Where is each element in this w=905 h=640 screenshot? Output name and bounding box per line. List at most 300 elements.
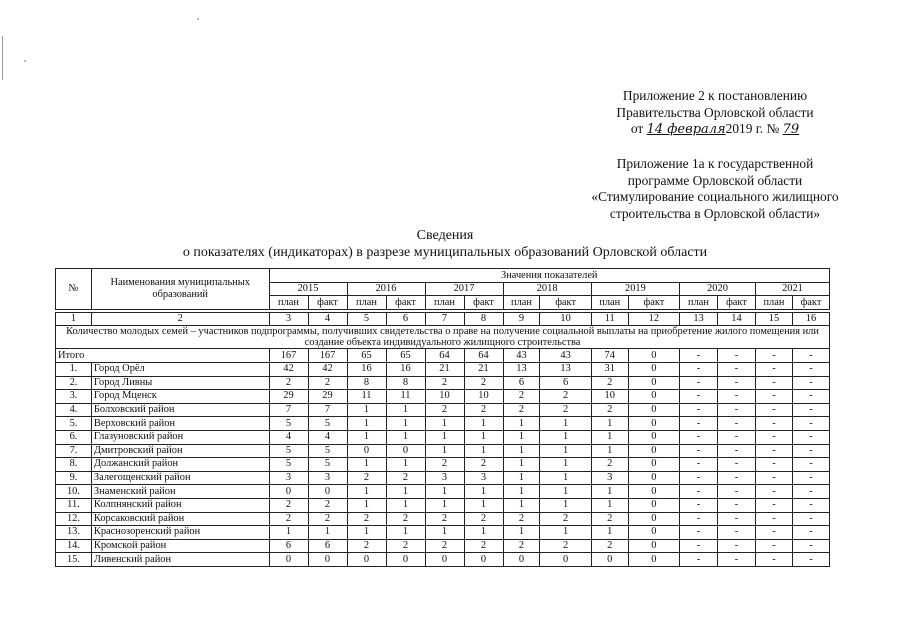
value-cell: - [792, 376, 829, 390]
value-cell: 2 [540, 512, 591, 526]
value-cell: 1 [503, 458, 540, 472]
value-cell: 10 [464, 390, 503, 404]
value-cell: 2 [464, 458, 503, 472]
year-header: 2018 [503, 282, 591, 296]
value-cell: 1 [386, 498, 425, 512]
value-cell: 1 [464, 526, 503, 540]
column-number-cell: 7 [425, 312, 464, 326]
value-cell: 6 [308, 539, 347, 553]
value-cell: 0 [628, 512, 679, 526]
value-cell: 0 [628, 458, 679, 472]
year-header: 2020 [680, 282, 756, 296]
value-cell: 1 [386, 430, 425, 444]
total-value-cell: 0 [628, 349, 679, 363]
value-cell: 13 [540, 362, 591, 376]
value-cell: 0 [628, 362, 679, 376]
column-number-cell: 1 [56, 312, 92, 326]
value-cell: 10 [425, 390, 464, 404]
year-header: 2016 [347, 282, 425, 296]
row-number-cell: 11. [56, 498, 92, 512]
value-cell: - [755, 512, 792, 526]
table-row [56, 362, 830, 376]
table-row [56, 539, 830, 553]
fact-header: факт [386, 296, 425, 310]
column-number-cell: 4 [308, 312, 347, 326]
value-cell: 5 [269, 444, 308, 458]
total-value-cell: - [718, 349, 756, 363]
value-cell: 0 [628, 444, 679, 458]
value-cell: - [680, 376, 718, 390]
value-cell: - [680, 539, 718, 553]
value-cell: - [755, 485, 792, 499]
value-cell: - [680, 553, 718, 567]
value-cell: 11 [386, 390, 425, 404]
table-row [56, 390, 830, 404]
value-cell: 1 [503, 498, 540, 512]
value-cell: 0 [591, 553, 628, 567]
value-cell: - [792, 444, 829, 458]
table-row [56, 498, 830, 512]
value-cell: 42 [269, 362, 308, 376]
row-number-cell: 3. [56, 390, 92, 404]
value-cell: 6 [503, 376, 540, 390]
value-cell: 1 [503, 430, 540, 444]
plan-header: план [347, 296, 386, 310]
column-number-cell: 2 [91, 312, 269, 326]
value-cell: 1 [464, 498, 503, 512]
value-cell: - [755, 471, 792, 485]
column-number-cell: 6 [386, 312, 425, 326]
value-cell: 1 [386, 458, 425, 472]
row-number-cell: 12. [56, 512, 92, 526]
value-cell: - [755, 458, 792, 472]
value-cell: 2 [464, 512, 503, 526]
value-cell: 1 [540, 444, 591, 458]
value-cell: - [792, 390, 829, 404]
total-value-cell: - [680, 349, 718, 363]
value-cell: 1 [540, 430, 591, 444]
municipality-name-cell: Болховский район [91, 403, 269, 417]
value-cell: - [755, 417, 792, 431]
value-cell: 1 [347, 458, 386, 472]
value-cell: 2 [591, 403, 628, 417]
value-cell: 2 [308, 512, 347, 526]
value-cell: 1 [386, 485, 425, 499]
value-cell: - [680, 458, 718, 472]
column-number-row [56, 312, 830, 326]
appendix-2-line2: Правительства Орловской области [616, 104, 814, 120]
column-number-cell: 13 [680, 312, 718, 326]
value-cell: 2 [464, 376, 503, 390]
value-cell: 6 [269, 539, 308, 553]
value-cell: 1 [591, 485, 628, 499]
value-cell: 21 [425, 362, 464, 376]
total-value-cell: - [755, 349, 792, 363]
value-cell: - [718, 539, 756, 553]
row-number-cell: 6. [56, 430, 92, 444]
value-cell: 1 [591, 417, 628, 431]
value-cell: 0 [628, 417, 679, 431]
value-cell: 42 [308, 362, 347, 376]
value-cell: 1 [503, 485, 540, 499]
value-cell: 8 [386, 376, 425, 390]
value-cell: 1 [591, 444, 628, 458]
value-cell: 2 [540, 390, 591, 404]
value-cell: 1 [425, 444, 464, 458]
value-cell: 2 [269, 512, 308, 526]
value-cell: - [718, 417, 756, 431]
value-cell: 0 [540, 553, 591, 567]
handwritten-number: 79 [782, 122, 800, 137]
municipality-name-cell: Дмитровский район [91, 444, 269, 458]
appendix-2-line1: Приложение 2 к постановлению [622, 88, 808, 103]
table-row [56, 553, 830, 567]
municipality-name-cell: Город Ливны [91, 376, 269, 390]
document-subtitle: о показателях (индикаторах) в разрезе муниципальных образований Орловской области [182, 245, 708, 260]
column-number-cell: 15 [755, 312, 792, 326]
value-cell: - [680, 390, 718, 404]
value-cell: 1 [591, 526, 628, 540]
value-cell: 1 [591, 498, 628, 512]
value-cell: 2 [425, 512, 464, 526]
value-cell: 1 [464, 485, 503, 499]
municipality-name-cell: Знаменский район [91, 485, 269, 499]
appendix-1a-block [540, 156, 890, 222]
value-cell: - [718, 553, 756, 567]
total-label: Итого [56, 349, 270, 363]
value-cell: 5 [269, 417, 308, 431]
column-number-cell: 10 [540, 312, 591, 326]
value-cell: 0 [269, 485, 308, 499]
scan-margin-mark [2, 36, 3, 80]
value-cell: 3 [464, 471, 503, 485]
value-cell: 1 [347, 403, 386, 417]
appendix-2-line3 [540, 121, 890, 139]
table-row [56, 526, 830, 540]
municipality-name-cell: Город Орёл [91, 362, 269, 376]
column-number-cell: 8 [464, 312, 503, 326]
value-cell: 1 [425, 526, 464, 540]
value-cell: 7 [308, 403, 347, 417]
column-number-cell: 9 [503, 312, 540, 326]
value-cell: 3 [308, 471, 347, 485]
value-cell: - [755, 444, 792, 458]
value-cell: 1 [347, 417, 386, 431]
municipality-name-cell: Залегощенский район [91, 471, 269, 485]
municipality-name-cell: Город Мценск [91, 390, 269, 404]
value-cell: 0 [628, 430, 679, 444]
value-cell: 0 [628, 390, 679, 404]
fact-header: факт [464, 296, 503, 310]
value-cell: - [680, 417, 718, 431]
value-cell: 1 [347, 485, 386, 499]
value-cell: - [680, 444, 718, 458]
from-label: от [630, 121, 644, 136]
column-number-cell: 3 [269, 312, 308, 326]
value-cell: 5 [269, 458, 308, 472]
value-cell: 2 [308, 376, 347, 390]
municipality-name-cell: Должанский район [91, 458, 269, 472]
row-number-cell: 15. [56, 553, 92, 567]
value-cell: 5 [308, 417, 347, 431]
value-cell: 2 [591, 458, 628, 472]
value-cell: 2 [347, 539, 386, 553]
value-cell: 3 [269, 471, 308, 485]
row-number-cell: 14. [56, 539, 92, 553]
year-header: 2017 [425, 282, 503, 296]
value-cell: 1 [540, 498, 591, 512]
value-cell: 0 [308, 553, 347, 567]
value-cell: 29 [269, 390, 308, 404]
table-row [56, 512, 830, 526]
value-cell: 0 [308, 485, 347, 499]
appendix-1a-line4: строительства в Орловской области» [609, 205, 821, 221]
column-number-cell: 12 [628, 312, 679, 326]
value-cell: 4 [308, 430, 347, 444]
value-cell: 2 [591, 376, 628, 390]
value-cell: 5 [308, 458, 347, 472]
value-cell: 8 [347, 376, 386, 390]
value-cell: 0 [386, 444, 425, 458]
value-cell: - [680, 362, 718, 376]
value-cell: 2 [464, 403, 503, 417]
year-header: 2021 [755, 282, 829, 296]
value-cell: 1 [425, 498, 464, 512]
value-cell: 6 [540, 376, 591, 390]
value-cell: - [680, 403, 718, 417]
municipality-name-cell: Корсаковский район [91, 512, 269, 526]
value-cell: - [792, 553, 829, 567]
value-cell: 2 [425, 539, 464, 553]
value-cell: - [792, 512, 829, 526]
value-cell: 1 [540, 458, 591, 472]
value-cell: 2 [425, 403, 464, 417]
row-number-cell: 1. [56, 362, 92, 376]
row-number-cell: 13. [56, 526, 92, 540]
indicators-table [55, 268, 830, 567]
value-cell: - [718, 498, 756, 512]
plan-header: план [591, 296, 628, 310]
value-cell: - [680, 526, 718, 540]
value-cell: 1 [591, 430, 628, 444]
total-value-cell: 43 [503, 349, 540, 363]
value-cell: 2 [347, 471, 386, 485]
value-cell: 2 [464, 539, 503, 553]
value-cell: - [718, 444, 756, 458]
value-cell: 1 [540, 417, 591, 431]
appendix-2-block [540, 88, 890, 139]
value-cell: 21 [464, 362, 503, 376]
value-cell: 16 [347, 362, 386, 376]
value-cell: 3 [591, 471, 628, 485]
value-cell: 1 [347, 430, 386, 444]
total-value-cell: 65 [347, 349, 386, 363]
fact-header: факт [628, 296, 679, 310]
value-cell: - [792, 403, 829, 417]
value-cell: 2 [425, 376, 464, 390]
row-number-cell: 5. [56, 417, 92, 431]
row-number-cell: 8. [56, 458, 92, 472]
plan-header: план [269, 296, 308, 310]
value-cell: 2 [386, 512, 425, 526]
year-number-label: 2019 г. № [725, 121, 780, 136]
table-row [56, 458, 830, 472]
plan-header: план [503, 296, 540, 310]
plan-header: план [680, 296, 718, 310]
column-number-cell: 14 [718, 312, 756, 326]
scan-speck [24, 60, 26, 62]
value-cell: 2 [308, 498, 347, 512]
value-cell: 1 [540, 526, 591, 540]
value-cell: 2 [425, 458, 464, 472]
row-number-cell: 4. [56, 403, 92, 417]
value-cell: 0 [628, 498, 679, 512]
value-cell: - [718, 362, 756, 376]
handwritten-date: 14 февраля [646, 122, 726, 137]
section-title: Количество молодых семей – участников подпрограммы, получивших свидетельства о праве на получение социальной выплаты на приобретение жилого помещения или создание объекта индивидуального жилищного строительства [56, 326, 830, 349]
fact-header: факт [718, 296, 756, 310]
fact-header: факт [308, 296, 347, 310]
row-number-cell: 9. [56, 471, 92, 485]
value-cell: 2 [269, 498, 308, 512]
value-cell: 1 [308, 526, 347, 540]
value-cell: 2 [591, 512, 628, 526]
value-cell: 2 [503, 390, 540, 404]
value-cell: 1 [386, 417, 425, 431]
value-cell: 4 [269, 430, 308, 444]
value-cell: 2 [386, 539, 425, 553]
value-cell: 1 [464, 417, 503, 431]
value-cell: 1 [503, 471, 540, 485]
value-cell: 0 [628, 539, 679, 553]
value-cell: 1 [464, 430, 503, 444]
value-cell: 1 [347, 526, 386, 540]
appendix-1a-line2: программе Орловской области [627, 172, 803, 188]
plan-header: план [755, 296, 792, 310]
value-cell: - [792, 498, 829, 512]
value-cell: 0 [347, 553, 386, 567]
value-cell: - [718, 471, 756, 485]
total-row [56, 349, 830, 363]
value-cell: 2 [591, 539, 628, 553]
total-value-cell: 167 [308, 349, 347, 363]
column-number-cell: 5 [347, 312, 386, 326]
total-value-cell: 64 [425, 349, 464, 363]
municipality-name-cell: Верховский район [91, 417, 269, 431]
value-cell: 1 [269, 526, 308, 540]
column-number-header: № [56, 269, 92, 310]
total-value-cell: 64 [464, 349, 503, 363]
value-cell: - [718, 403, 756, 417]
value-cell: 0 [425, 553, 464, 567]
value-cell: - [792, 458, 829, 472]
value-cell: 1 [386, 403, 425, 417]
value-cell: - [718, 376, 756, 390]
value-cell: - [792, 430, 829, 444]
value-cell: 31 [591, 362, 628, 376]
column-number-cell: 16 [792, 312, 829, 326]
fact-header: факт [540, 296, 591, 310]
value-cell: 1 [386, 526, 425, 540]
value-cell: 0 [628, 485, 679, 499]
table-row [56, 444, 830, 458]
table-row [56, 485, 830, 499]
plan-header: план [425, 296, 464, 310]
value-cell: 3 [425, 471, 464, 485]
value-cell: 2 [503, 512, 540, 526]
value-cell: 5 [308, 444, 347, 458]
value-cell: - [755, 376, 792, 390]
row-number-cell: 10. [56, 485, 92, 499]
appendix-1a-line3: «Стимулирование социального жилищного [591, 189, 839, 204]
value-cell: 2 [540, 403, 591, 417]
value-cell: 2 [540, 539, 591, 553]
fact-header: факт [792, 296, 829, 310]
value-cell: 2 [347, 512, 386, 526]
table-row [56, 430, 830, 444]
value-cell: - [718, 485, 756, 499]
value-cell: 2 [386, 471, 425, 485]
year-header: 2019 [591, 282, 679, 296]
value-cell: 13 [503, 362, 540, 376]
table-body [56, 309, 830, 566]
value-cell: 11 [347, 390, 386, 404]
value-cell: 16 [386, 362, 425, 376]
table-row [56, 417, 830, 431]
value-cell: 2 [269, 376, 308, 390]
column-number-cell: 11 [591, 312, 628, 326]
table-row [56, 471, 830, 485]
value-cell: 10 [591, 390, 628, 404]
value-cell: - [680, 512, 718, 526]
value-cell: 0 [464, 553, 503, 567]
value-cell: - [792, 539, 829, 553]
row-number-cell: 2. [56, 376, 92, 390]
value-cell: 1 [425, 430, 464, 444]
value-cell: 1 [347, 498, 386, 512]
value-cell: 0 [628, 376, 679, 390]
value-cell: - [755, 403, 792, 417]
column-name-header: Наименования муниципальных образований [91, 269, 269, 310]
municipality-name-cell: Краснозоренский район [91, 526, 269, 540]
value-cell: 1 [425, 417, 464, 431]
total-value-cell: 65 [386, 349, 425, 363]
value-cell: - [792, 526, 829, 540]
value-cell: - [718, 458, 756, 472]
value-cell: - [718, 390, 756, 404]
value-cell: 0 [628, 526, 679, 540]
value-cell: - [792, 362, 829, 376]
value-cell: 1 [503, 417, 540, 431]
value-cell: 7 [269, 403, 308, 417]
value-cell: 1 [503, 526, 540, 540]
appendix-1a-line1: Приложение 1а к государственной [616, 156, 814, 171]
value-cell: - [792, 485, 829, 499]
value-cell: 1 [464, 444, 503, 458]
value-cell: 2 [503, 403, 540, 417]
values-header: Значения показателей [269, 269, 830, 283]
total-value-cell: 74 [591, 349, 628, 363]
value-cell: - [680, 498, 718, 512]
total-value-cell: 43 [540, 349, 591, 363]
value-cell: - [755, 430, 792, 444]
value-cell: - [792, 471, 829, 485]
value-cell: - [755, 539, 792, 553]
value-cell: 0 [269, 553, 308, 567]
value-cell: 2 [503, 539, 540, 553]
value-cell: 1 [540, 471, 591, 485]
row-number-cell: 7. [56, 444, 92, 458]
